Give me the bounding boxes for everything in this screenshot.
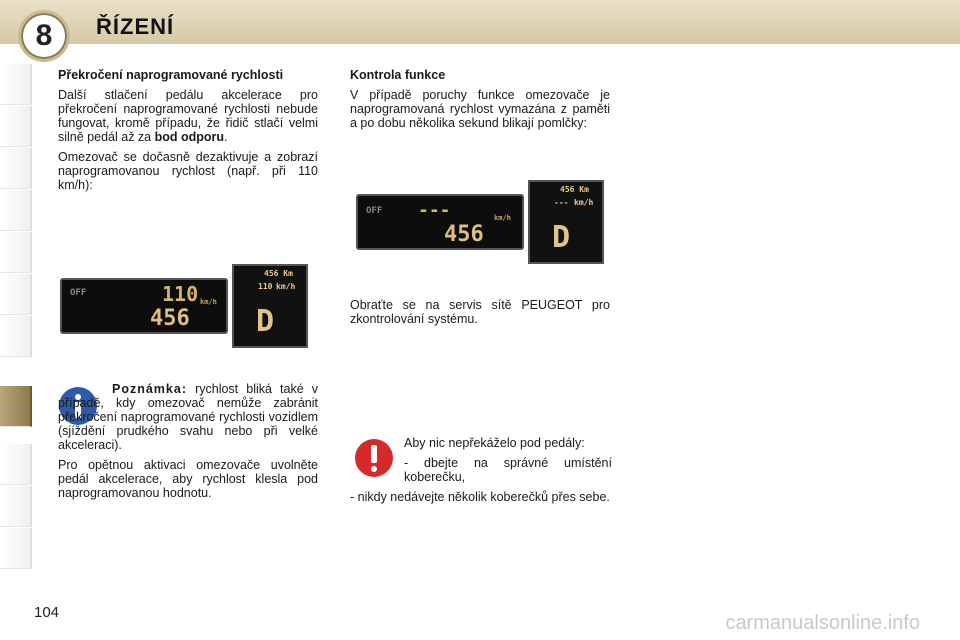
- note-block: [58, 382, 318, 506]
- page-number: 104: [34, 604, 60, 621]
- side-tab[interactable]: [0, 106, 32, 147]
- instrument-display: OFF --- 456 km/h: [356, 194, 524, 250]
- paragraph: Pro opětnou aktivaci omezovače uvolněte pedál akcelerace, aby rychlost klesla pod naprogramovanou hodnotu.: [58, 458, 318, 500]
- secondary-display: 456 Km --- km/h D: [528, 180, 604, 264]
- odometer-readout: 456: [150, 306, 190, 331]
- side-tab[interactable]: [0, 486, 32, 527]
- side-tab[interactable]: [0, 190, 32, 231]
- side-tab[interactable]: [0, 148, 32, 189]
- paragraph: Obraťte se na servis sítě PEUGEOT pro zkontrolování systému.: [350, 298, 610, 326]
- warning-item: - nikdy nedávejte několik koberečků přes sebe.: [350, 490, 610, 504]
- section-heading: Kontrola funkce: [350, 68, 446, 82]
- side-tab[interactable]: [0, 64, 32, 105]
- speed-readout: ---: [418, 200, 451, 221]
- side-tab[interactable]: [0, 444, 32, 485]
- side-tab[interactable]: [0, 274, 32, 315]
- gear-indicator: D: [552, 220, 571, 255]
- note-paragraph: Poznámka: rychlost bliká také v případě, kdy omezovač nemůže zabránit překročení naprogramované rychlosti vozidlem (sjíždění prudkého svahu nebo při velké akceleraci).: [58, 382, 318, 452]
- paragraph: V případě poruchy funkce omezovače je naprogramovaná rychlost vymazána z paměti a po dobu několika sekund blikají pomlčky:: [350, 88, 610, 130]
- chapter-title: ŘÍZENÍ: [96, 14, 175, 39]
- chapter-number-badge: 8: [18, 10, 70, 62]
- secondary-display: 456 Km 110 km/h D: [232, 264, 308, 348]
- odometer-readout: 456: [444, 222, 484, 247]
- warning-item: - dbejte na správné umístění koberečku,: [404, 456, 612, 484]
- side-tab-active[interactable]: [0, 386, 32, 427]
- gear-indicator: D: [256, 304, 275, 339]
- warning-intro: Aby nic nepřekáželo pod pedály:: [404, 436, 585, 450]
- right-column: [350, 68, 610, 136]
- side-tab[interactable]: [0, 232, 32, 273]
- side-tab[interactable]: [0, 316, 32, 357]
- speed-readout: 110: [162, 282, 199, 306]
- side-tab[interactable]: [0, 528, 32, 569]
- section-heading: Překročení naprogramované rychlosti: [58, 68, 284, 82]
- right-column-contact: [350, 298, 610, 332]
- paragraph: Omezovač se dočasně dezaktivuje a zobrazí naprogramovanou rychlost (např. při 110 km/h):: [58, 150, 318, 192]
- instrument-display: OFF 110 456 km/h: [60, 278, 228, 334]
- watermark: carmanualsonline.info: [725, 612, 920, 634]
- warning-block: [350, 436, 612, 510]
- left-column: [58, 68, 318, 198]
- side-tabs: [0, 64, 34, 574]
- paragraph: Další stlačení pedálu akcelerace pro překročení naprogramované rychlosti nebude fungovat, kromě případu, že řidič stlačí velmi silně pedál až za bod odporu.: [58, 88, 318, 144]
